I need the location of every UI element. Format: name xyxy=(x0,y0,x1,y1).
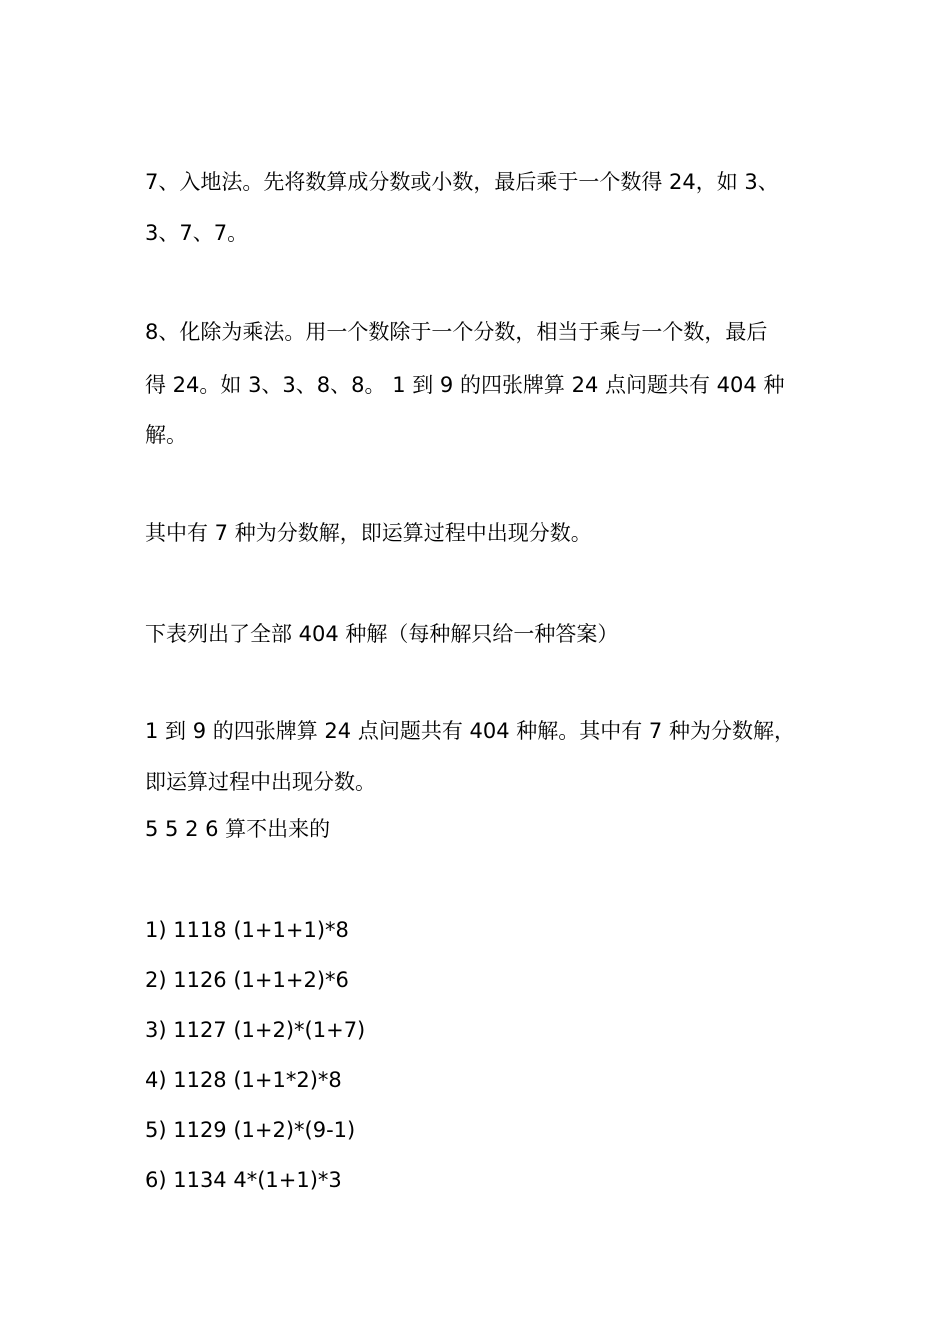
paragraph-summary-line-1: 1 到 9 的四张牌算 24 点问题共有 404 种解。其中有 7 种为分数解， xyxy=(145,719,795,743)
paragraph-summary-line-3: 5 5 2 6 算不出来的 xyxy=(145,817,331,841)
solution-item-3: 3) 1127 (1+2)*(1+7) xyxy=(145,1018,366,1042)
paragraph-fraction-note: 其中有 7 种为分数解，即运算过程中出现分数。 xyxy=(145,521,592,545)
solution-item-5: 5) 1129 (1+2)*(9-1) xyxy=(145,1118,356,1142)
solution-item-4: 4) 1128 (1+1*2)*8 xyxy=(145,1068,342,1092)
paragraph-8-line-1: 8、化除为乘法。用一个数除于一个分数，相当于乘与一个数，最后 xyxy=(145,320,768,344)
paragraph-summary-line-2: 即运算过程中出现分数。 xyxy=(145,770,376,794)
paragraph-table-intro: 下表列出了全部 404 种解（每种解只给一种答案） xyxy=(145,622,619,646)
paragraph-7-line-1: 7、入地法。先将数算成分数或小数，最后乘于一个数得 24，如 3、 xyxy=(145,170,779,194)
solution-item-1: 1) 1118 (1+1+1)*8 xyxy=(145,918,349,942)
solution-item-6: 6) 1134 4*(1+1)*3 xyxy=(145,1168,342,1192)
solution-item-2: 2) 1126 (1+1+2)*6 xyxy=(145,968,349,992)
paragraph-8-line-3: 解。 xyxy=(145,423,187,447)
paragraph-7-line-2: 3、7、7。 xyxy=(145,221,249,245)
paragraph-8-line-2: 得 24。如 3、3、8、8。 1 到 9 的四张牌算 24 点问题共有 404 种 xyxy=(145,373,785,397)
